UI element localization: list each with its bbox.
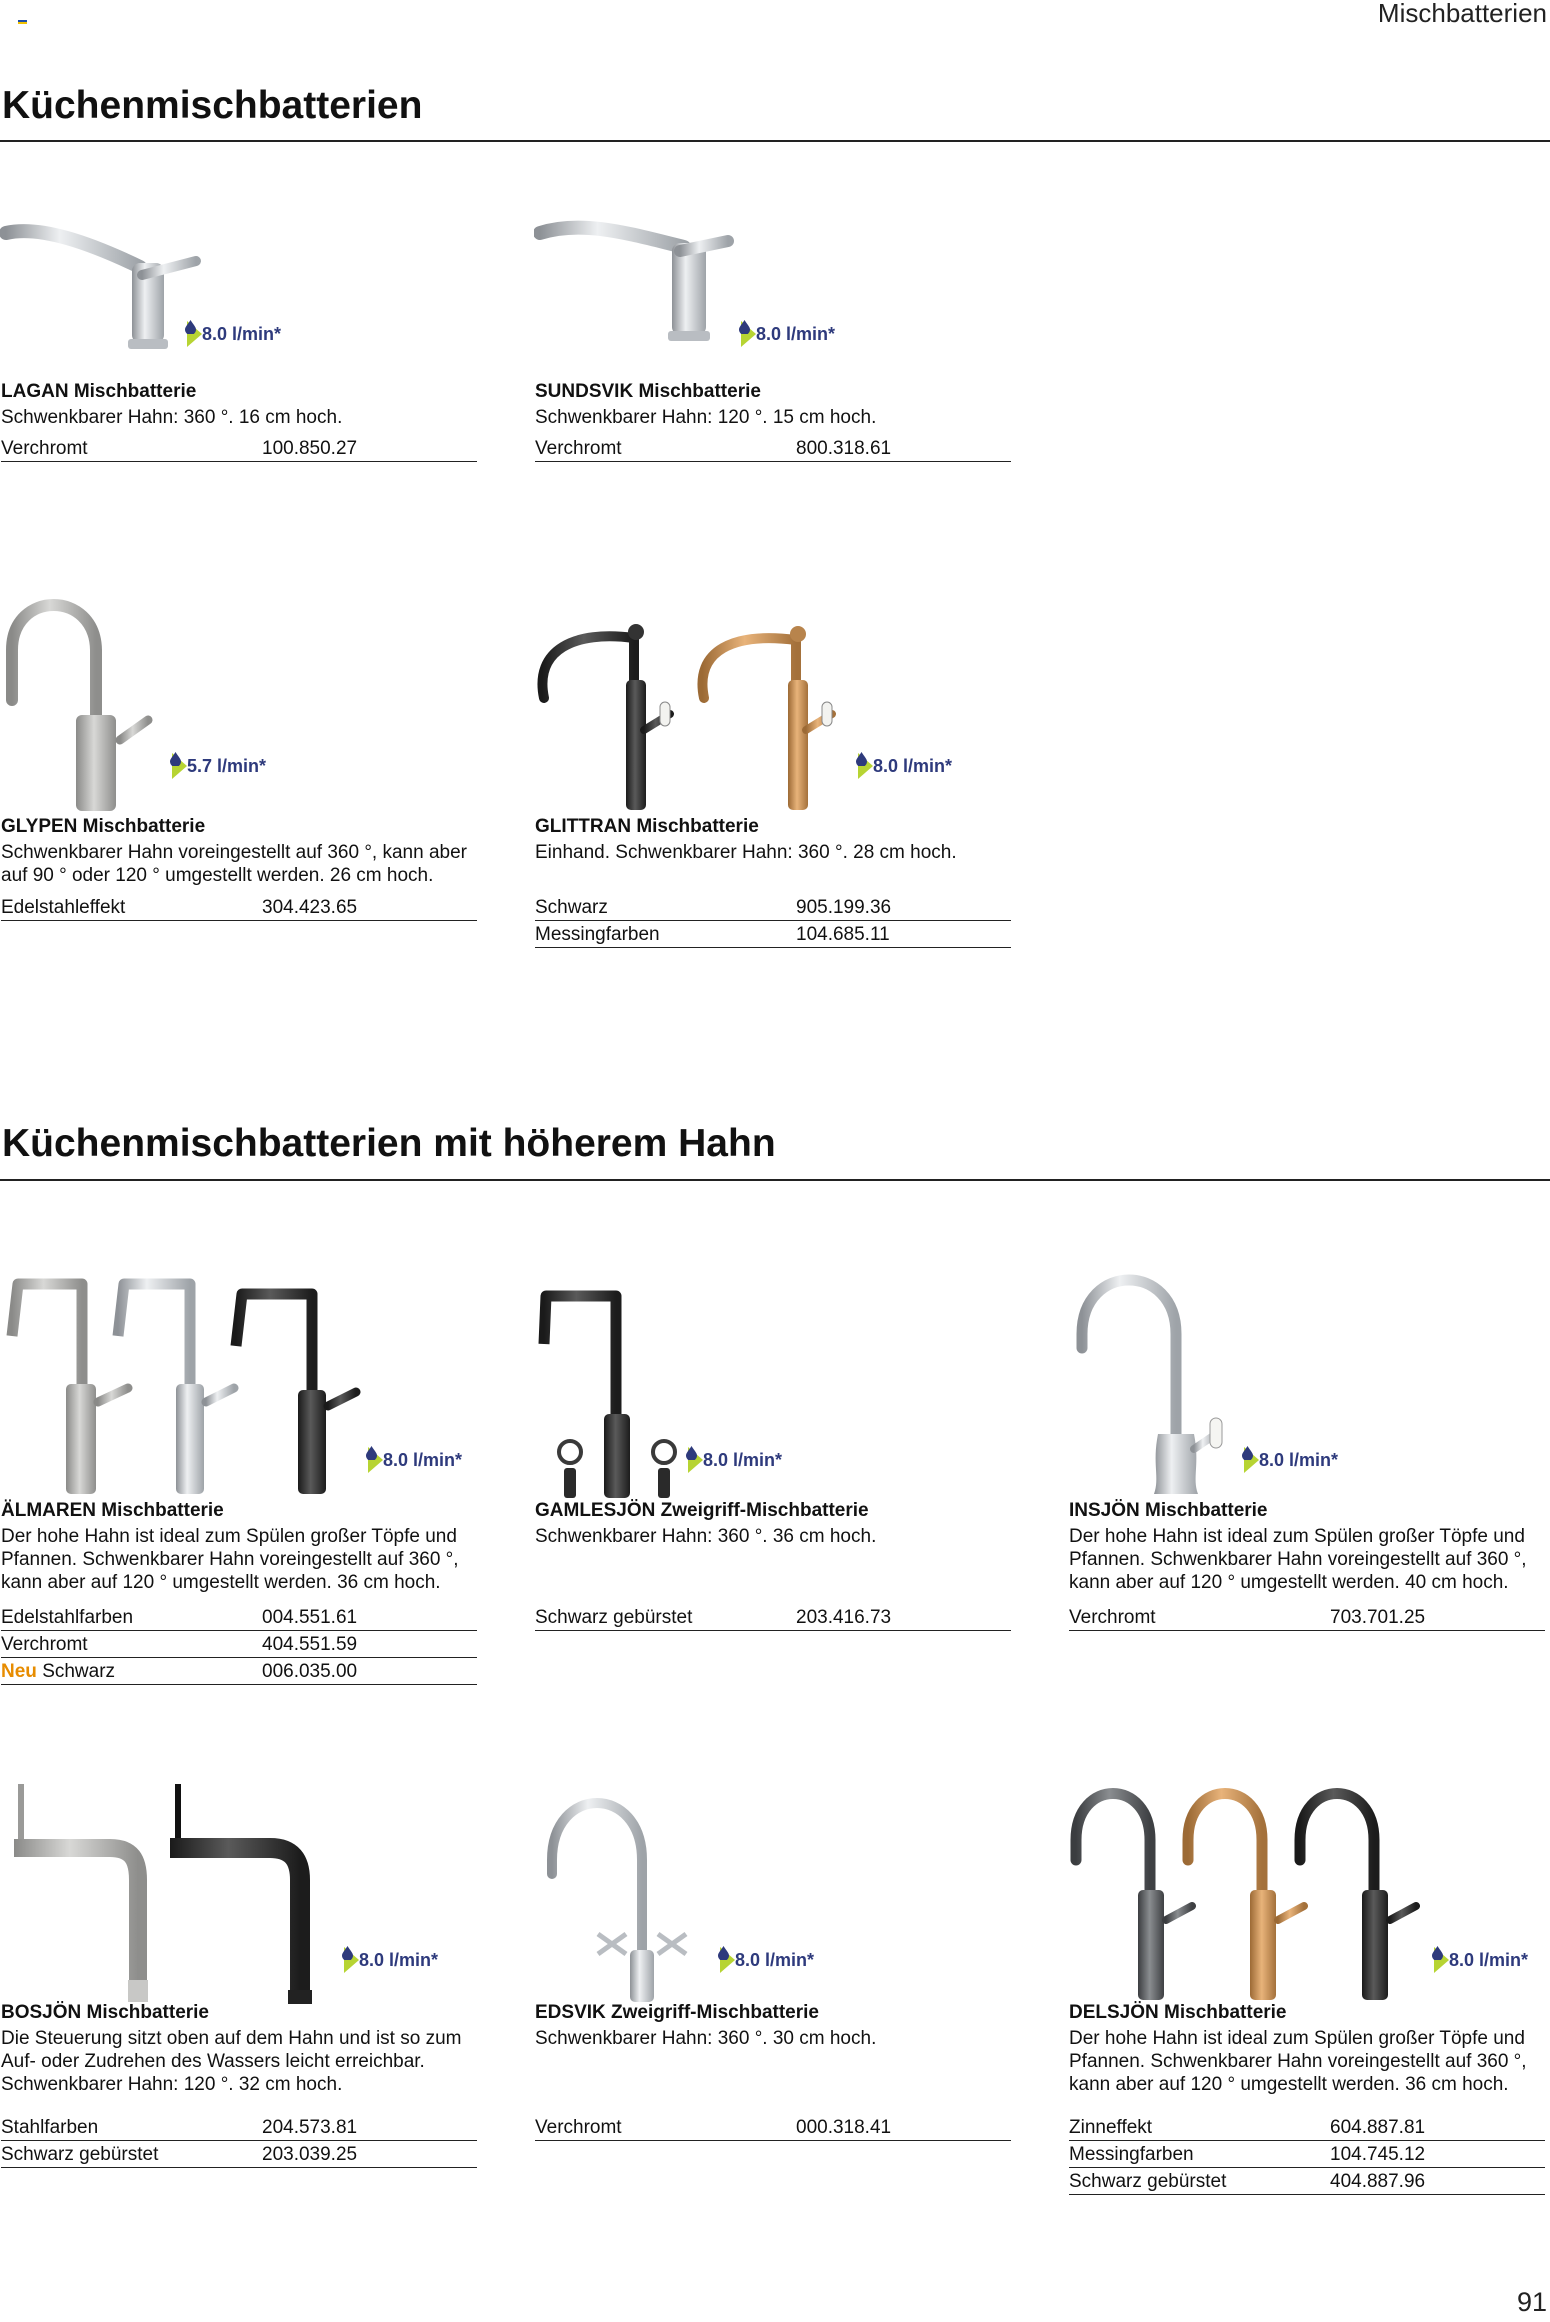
variant-list	[1, 437, 477, 462]
article-number: 203.039.25	[262, 2144, 358, 2165]
variant-row	[1069, 2116, 1545, 2141]
article-number: 800.318.61	[796, 438, 892, 459]
product-card-bosjon[interactable]	[0, 1784, 476, 2264]
product-description: Einhand. Schwenkbarer Hahn: 360 °. 28 cm hoch.	[535, 842, 957, 863]
product-card-glypen[interactable]	[0, 590, 476, 1070]
article-number: 404.551.59	[262, 1634, 358, 1655]
variant-list	[1, 2116, 477, 2168]
water-drop-icon	[718, 1946, 729, 1960]
product-title[interactable]: GAMLESJÖN Zweigriff-Mischbatterie	[535, 1500, 869, 1521]
article-number: 404.887.96	[1330, 2171, 1426, 2192]
variant-list	[535, 2116, 1011, 2141]
variant-label: Stahlfarben	[1, 2117, 99, 2138]
product-photo-sundsvik	[534, 155, 1010, 380]
flow-rate-text: 8.0 l/min*	[359, 1949, 439, 1970]
water-drop-icon	[739, 320, 750, 334]
product-title[interactable]: GLYPEN Mischbatterie	[1, 816, 206, 837]
product-card-edsvik[interactable]	[534, 1784, 1010, 2264]
product-photo-insjon	[1068, 1274, 1544, 1499]
article-number: 905.199.36	[796, 897, 892, 918]
variant-label: Schwarz gebürstet	[535, 1607, 693, 1628]
product-title[interactable]: GLITTRAN Mischbatterie	[535, 816, 759, 837]
product-description: Schwenkbarer Hahn: 120 °. 15 cm hoch.	[535, 407, 877, 428]
variant-row	[535, 1606, 1011, 1631]
variant-list	[535, 437, 1011, 462]
article-number: 604.887.81	[1330, 2117, 1426, 2138]
product-title[interactable]: DELSJÖN Mischbatterie	[1069, 2002, 1287, 2023]
article-number: 204.573.81	[262, 2117, 358, 2138]
article-number: 703.701.25	[1330, 1607, 1426, 1628]
variant-row	[1069, 2168, 1545, 2195]
product-title[interactable]: SUNDSVIK Mischbatterie	[535, 381, 761, 402]
section-title-kitchen-mixers: Küchenmischbatterien	[2, 84, 423, 127]
variant-label: Schwarz	[42, 1661, 116, 1682]
water-drop-icon	[1432, 1946, 1443, 1960]
variant-list	[535, 1606, 1011, 1631]
flow-rate-badge	[688, 1446, 782, 1474]
water-drop-icon	[1242, 1446, 1253, 1460]
variant-row	[1069, 1606, 1545, 1631]
flow-rate-badge	[344, 1946, 438, 1974]
product-card-glittran[interactable]	[534, 590, 1010, 1070]
variant-label: Verchromt	[1, 438, 88, 459]
flow-rate-text: 5.7 l/min*	[187, 755, 267, 776]
flow-rate-text: 8.0 l/min*	[756, 323, 836, 344]
variant-row	[1, 437, 477, 462]
page-header-category: Mischbatterien	[1377, 0, 1547, 28]
article-number: 304.423.65	[262, 897, 358, 918]
product-description: Schwenkbarer Hahn: 360 °. 30 cm hoch.	[535, 2028, 877, 2049]
article-number: 000.318.41	[796, 2117, 892, 2138]
flow-rate-badge	[1434, 1946, 1528, 1974]
article-number: 104.745.12	[1330, 2144, 1426, 2165]
flow-rate-badge	[858, 752, 952, 780]
product-title[interactable]: EDSVIK Zweigriff-Mischbatterie	[535, 2002, 819, 2023]
variant-row	[1, 1606, 477, 1631]
flow-rate-text: 8.0 l/min*	[703, 1449, 783, 1470]
variant-row	[1, 896, 477, 921]
product-title[interactable]: BOSJÖN Mischbatterie	[1, 2002, 209, 2023]
flow-rate-text: 8.0 l/min*	[383, 1449, 463, 1470]
product-photo-edsvik	[534, 1784, 1010, 2009]
article-number: 100.850.27	[262, 438, 358, 459]
product-description: Der hohe Hahn ist ideal zum Spülen großer Töpfe und Pfannen. Schwenkbarer Hahn voreingestellt auf 360 °, kann aber auf 120 ° umgestellt werden. 40 cm hoch.	[1069, 1526, 1527, 1593]
product-photo-glittran	[534, 590, 1010, 815]
product-card-lagan[interactable]	[0, 155, 476, 635]
product-title[interactable]: LAGAN Mischbatterie	[1, 381, 197, 402]
product-card-almaren[interactable]	[0, 1274, 476, 1754]
flow-rate-badge	[741, 320, 835, 348]
variant-row	[1, 1631, 477, 1658]
variant-label: Verchromt	[535, 2117, 622, 2138]
water-drop-icon	[170, 752, 181, 766]
flow-rate-badge	[368, 1446, 462, 1474]
product-description: Der hohe Hahn ist ideal zum Spülen großer Töpfe und Pfannen. Schwenkbarer Hahn voreingestellt auf 360 °, kann aber auf 120 ° umgestellt werden. 36 cm hoch.	[1069, 2028, 1527, 2095]
product-description: Schwenkbarer Hahn: 360 °. 36 cm hoch.	[535, 1526, 877, 1547]
variant-label: Schwarz	[535, 897, 608, 918]
flow-rate-badge	[187, 320, 281, 348]
variant-label: Zinneffekt	[1069, 2117, 1153, 2138]
variant-row	[1, 2141, 477, 2168]
variant-label: Verchromt	[1, 1634, 88, 1655]
product-photo-gamlesjon	[534, 1274, 1010, 1499]
product-description: Schwenkbarer Hahn voreingestellt auf 360 °, kann aber auf 90 ° oder 120 ° umgestellt werden. 26 cm hoch.	[1, 842, 467, 886]
product-photo-bosjon	[0, 1784, 476, 2009]
section-title-high-spout-mixers: Küchenmischbatterien mit höherem Hahn	[2, 1122, 776, 1165]
variant-list	[1, 1606, 477, 1685]
flow-rate-text: 8.0 l/min*	[735, 1949, 815, 1970]
variant-row	[1069, 2141, 1545, 2168]
variant-label: Edelstahleffekt	[1, 897, 126, 918]
product-photo-almaren	[0, 1274, 476, 1499]
variant-label: Messingfarben	[1069, 2144, 1194, 2165]
flow-rate-text: 8.0 l/min*	[202, 323, 282, 344]
page-number: 91	[1516, 2287, 1547, 2317]
variant-row	[535, 921, 1011, 948]
variant-label: Verchromt	[535, 438, 622, 459]
flow-rate-text: 8.0 l/min*	[1259, 1449, 1339, 1470]
product-card-sundsvik[interactable]	[534, 155, 1010, 635]
product-card-insjon[interactable]	[1068, 1274, 1544, 1754]
flow-rate-text: 8.0 l/min*	[1449, 1949, 1529, 1970]
corner-brand-mark	[18, 20, 27, 24]
variant-label: Verchromt	[1069, 1607, 1156, 1628]
article-number: 004.551.61	[262, 1607, 358, 1628]
section-divider	[0, 1179, 1550, 1181]
variant-row	[535, 437, 1011, 462]
product-title[interactable]: INSJÖN Mischbatterie	[1069, 1500, 1268, 1521]
article-number: 104.685.11	[796, 924, 890, 945]
variant-list	[1069, 2116, 1545, 2195]
water-drop-icon	[856, 752, 867, 766]
new-badge: Neu	[1, 1661, 37, 1682]
flow-rate-badge	[1244, 1446, 1338, 1474]
variant-list	[535, 896, 1011, 948]
variant-list	[1069, 1606, 1545, 1631]
variant-row	[1, 1658, 477, 1685]
flow-rate-badge	[172, 752, 266, 780]
variant-label: Schwarz gebürstet	[1, 2144, 159, 2165]
flow-rate-text: 8.0 l/min*	[873, 755, 953, 776]
product-photo-lagan	[0, 155, 476, 380]
variant-label: Messingfarben	[535, 924, 660, 945]
variant-label: Schwarz gebürstet	[1069, 2171, 1227, 2192]
variant-row	[1, 2116, 477, 2141]
section-divider	[0, 140, 1550, 142]
article-number: 203.416.73	[796, 1607, 892, 1628]
variant-row	[535, 2116, 1011, 2141]
water-drop-icon	[342, 1946, 353, 1960]
product-photo-glypen	[0, 590, 476, 815]
product-title[interactable]: ÄLMAREN Mischbatterie	[1, 1500, 224, 1521]
product-description: Der hohe Hahn ist ideal zum Spülen großer Töpfe und Pfannen. Schwenkbarer Hahn voreingestellt auf 360 °, kann aber auf 120 ° umgestellt werden. 36 cm hoch.	[1, 1526, 459, 1593]
product-description: Schwenkbarer Hahn: 360 °. 16 cm hoch.	[1, 407, 343, 428]
product-description: Die Steuerung sitzt oben auf dem Hahn und ist so zum Auf- oder Zudrehen des Wassers leicht erreichbar. Schwenkbarer Hahn: 120 °. 32 cm hoch.	[1, 2028, 462, 2095]
variant-label: Edelstahlfarben	[1, 1607, 134, 1628]
water-drop-icon	[686, 1446, 697, 1460]
article-number: 006.035.00	[262, 1661, 358, 1682]
product-photo-delsjon	[1068, 1784, 1544, 2009]
variant-list	[1, 896, 477, 921]
water-drop-icon	[185, 320, 196, 334]
product-card-gamlesjon[interactable]	[534, 1274, 1010, 1754]
product-card-delsjon[interactable]	[1068, 1784, 1544, 2264]
variant-row	[535, 896, 1011, 921]
water-drop-icon	[366, 1446, 377, 1460]
flow-rate-badge	[720, 1946, 814, 1974]
